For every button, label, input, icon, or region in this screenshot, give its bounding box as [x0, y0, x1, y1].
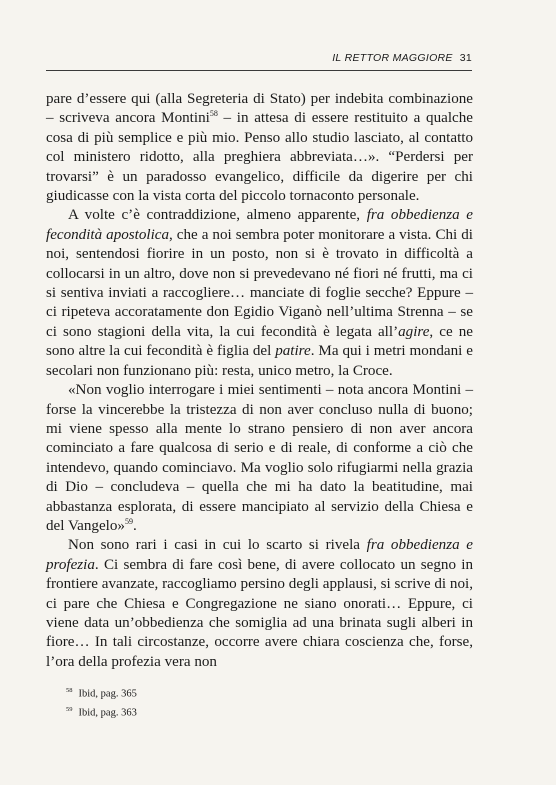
page-number: 31	[459, 52, 472, 64]
footnote: $^{59}$ Ibid, pag. 363	[66, 706, 137, 719]
body-text	[46, 90, 473, 672]
paragraph-4: Non sono rari i casi in cui lo scarto si rivela fra obbedienza e profezia. Ci sembra di fare così bene, di avere collocato un segno in frontiere avanzate, raccogliamo persino degli applausi, si scrive di noi, ci pare che Chiesa e Congregazione ne siano onorati… Eppure, ci viene data un’obbedienza che somiglia ad una brinata sugli alberi in fiore… In tali circostanze, occorre avere chiara coscienza che, forse, l’ora della profezia vera non	[46, 537, 473, 670]
paragraph-3: «Non voglio interrogare i miei sentimenti – nota ancora Montini – forse la vincerebbe la tristezza di non aver concluso nulla di buono; mi viene spesso alla mente lo strano pensiero di non aver ancora cominciato a fare qualcosa di serio e di reale, di conforme a ciò che intendevo, quando cominciavo. Ma voglio solo rifugiarmi nella grazia di Dio – concludeva – quella che mi ha dato la beatitudine, mai abbastanza esplorata, di essere mancipiato al servizio della Chiesa e del Vangelo»$^{59}$.	[46, 382, 473, 534]
running-head	[46, 52, 472, 64]
paragraph-2: A volte c’è contraddizione, almeno apparente, fra obbedienza e fecondità apostolica, che a noi sembra poter monitorare a vista. Chi di noi, sentendosi fiorire in un posto, non si è trovato in difficoltà a collocarsi in un altro, dove non si prevedevano né fiori né frutti, ma ci si sentiva inviati a raccogliere… manciate di foglie secche? Eppure – ci ripeteva accoratamente don Egidio Viganò nell’ultima Strenna – se ci sono stagioni della vita, la cui fecondità è legata all’agire, ce ne sono altre la cui fecondità è figlia del patire. Ma qui i metri mondani e secolari non funzionano più: resta, unico metro, la Croce.	[46, 207, 473, 379]
footnote-ref-58: 58	[209, 109, 218, 119]
footnote-ref-59: 59	[124, 516, 133, 526]
header-rule	[46, 70, 472, 71]
paragraph-1: pare d’essere qui (alla Segreteria di Stato) per indebita combinazione – scriveva ancora Montini$^{58}$ – in attesa di essere restituito a qualche cosa di più semplice e più mio. Penso allo studio lasciato, al contatto col ministero ridotto, alla preghiera abbreviata…». “Perdersi per trovarsi” è un paradosso evangelico, difficile da digerire per chi giudicasse con la vista corta del piccolo tornaconto personale.	[46, 91, 473, 205]
footnotes	[66, 683, 466, 721]
running-title: IL RETTOR MAGGIORE	[332, 52, 453, 64]
footnote: $^{58}$ Ibid, pag. 365	[66, 687, 137, 700]
